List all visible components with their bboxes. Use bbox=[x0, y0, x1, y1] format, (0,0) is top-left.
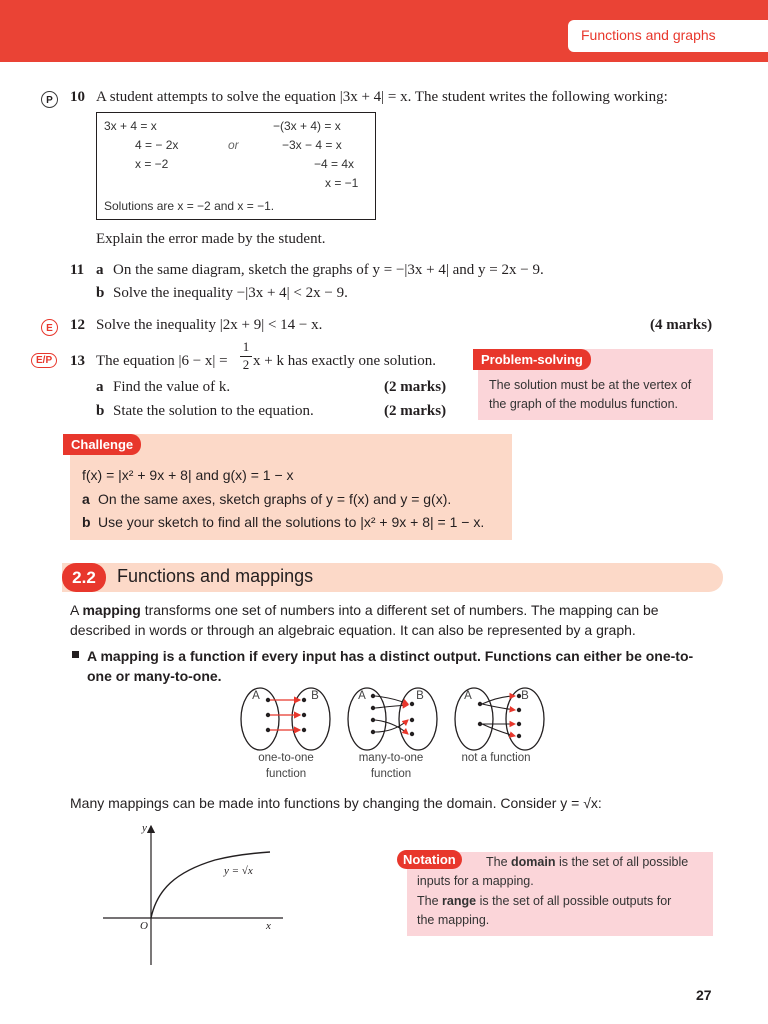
part-label: a bbox=[82, 491, 90, 507]
y-axis-label: y bbox=[142, 822, 147, 834]
exam-problem-badge: E/P bbox=[31, 353, 57, 368]
notation-text: The bbox=[417, 894, 439, 908]
intro-text: transforms one set of numbers into a different set of numbers. The mapping can be described in words or through an algebraic equation. It can also be represented by a graph. bbox=[70, 602, 659, 638]
marks: (2 marks) bbox=[384, 403, 447, 419]
exam-badge: E bbox=[41, 319, 58, 336]
set-label: A bbox=[464, 690, 472, 702]
set-label: B bbox=[311, 690, 319, 702]
section-tab-label: Functions and graphs bbox=[581, 27, 716, 43]
question-number-10: 10 bbox=[70, 89, 85, 105]
notation-text: is the set of all possible bbox=[558, 855, 689, 869]
problem-solving-badge: P bbox=[41, 91, 58, 108]
notation-term: domain bbox=[511, 855, 556, 869]
question-13-text-start: The equation |6 − x| = bbox=[96, 353, 228, 369]
notation-line bbox=[417, 894, 671, 908]
sqrt-graph bbox=[95, 820, 295, 970]
marks: (2 marks) bbox=[384, 379, 447, 395]
set-label: A bbox=[252, 690, 260, 702]
working-line: −(3x + 4) = x bbox=[273, 119, 341, 133]
challenge-title: Challenge bbox=[63, 434, 141, 455]
notation-line: the mapping. bbox=[417, 913, 490, 927]
challenge-part-a: On the same axes, sketch graphs of y = f(x) and y = g(x). bbox=[98, 491, 452, 507]
student-working-box bbox=[96, 112, 376, 220]
sqrt-curve bbox=[151, 852, 270, 918]
fraction-numerator: 1 bbox=[242, 339, 250, 354]
curve-label: y = √x bbox=[224, 865, 253, 877]
section-tab bbox=[568, 20, 768, 52]
question-10-text: A student attempts to solve the equation |3x + 4| = x. The student writes the following working: bbox=[96, 89, 668, 105]
working-or: or bbox=[228, 138, 239, 152]
challenge-part-b: Use your sketch to find all the solutions to |x² + 9x + 8| = 1 − x. bbox=[98, 514, 485, 530]
mapping-diagrams bbox=[234, 684, 554, 754]
part-label: b bbox=[82, 514, 91, 530]
fraction-denominator: 2 bbox=[242, 357, 250, 372]
x-axis-label: x bbox=[266, 920, 271, 932]
problem-solving-text: The solution must be at the vertex of the graph of the modulus function. bbox=[489, 378, 692, 411]
notation-line: inputs for a mapping. bbox=[417, 874, 534, 888]
question-13a-text: Find the value of k. bbox=[113, 379, 231, 395]
caption-line: function bbox=[370, 768, 412, 780]
diagram-caption bbox=[351, 750, 431, 782]
marks: (4 marks) bbox=[650, 317, 713, 333]
intro-bold-term: mapping bbox=[82, 602, 141, 618]
intro-text: A bbox=[70, 602, 79, 618]
part-label: a bbox=[96, 262, 104, 278]
question-13-text-end: x + k has exactly one solution. bbox=[253, 353, 437, 369]
question-number-12: 12 bbox=[70, 317, 85, 333]
diagram-caption bbox=[246, 750, 326, 782]
notation-title: Notation bbox=[397, 850, 462, 869]
working-line: 4 = − 2x bbox=[135, 138, 179, 152]
notation-term: range bbox=[442, 894, 477, 908]
part-label: b bbox=[96, 403, 105, 419]
bullet-square bbox=[72, 651, 79, 658]
caption-line: not a function bbox=[461, 752, 531, 764]
working-conclusion: Solutions are x = −2 and x = −1. bbox=[104, 199, 275, 213]
key-point: A mapping is a function if every input has a distinct output. Functions can either be one-to-one or many-to-one. bbox=[87, 648, 694, 684]
set-label: B bbox=[416, 690, 424, 702]
question-number-11: 11 bbox=[70, 262, 85, 278]
question-11a-text: On the same diagram, sketch the graphs of y = −|3x + 4| and y = 2x − 9. bbox=[113, 262, 544, 278]
working-line: x = −2 bbox=[135, 157, 169, 171]
notation-line bbox=[486, 855, 688, 869]
caption-line: many-to-one bbox=[358, 752, 424, 764]
caption-line: one-to-one bbox=[258, 752, 314, 764]
question-12-text: Solve the inequality |2x + 9| < 14 − x. bbox=[96, 317, 323, 333]
domain-sentence: Many mappings can be made into functions by changing the domain. Consider y = √x: bbox=[70, 795, 602, 811]
intro-paragraph bbox=[70, 600, 710, 640]
set-label: B bbox=[521, 690, 529, 702]
part-label: a bbox=[96, 379, 104, 395]
challenge-definition: f(x) = |x² + 9x + 8| and g(x) = 1 − x bbox=[82, 467, 294, 483]
problem-solving-title: Problem-solving bbox=[473, 349, 591, 370]
caption-line: function bbox=[265, 768, 307, 780]
notation-text: The bbox=[486, 855, 508, 869]
origin-label: O bbox=[140, 920, 148, 932]
question-10-explain: Explain the error made by the student. bbox=[96, 231, 326, 247]
question-13b-text: State the solution to the equation. bbox=[113, 403, 314, 419]
working-line: −3x − 4 = x bbox=[282, 138, 342, 152]
set-label: A bbox=[358, 690, 366, 702]
working-line: 3x + 4 = x bbox=[104, 119, 157, 133]
page-number: 27 bbox=[696, 987, 712, 1003]
section-number: 2.2 bbox=[62, 563, 106, 592]
diagram-caption bbox=[453, 750, 539, 766]
working-line: x = −1 bbox=[325, 176, 359, 190]
question-11b-text: Solve the inequality −|3x + 4| < 2x − 9. bbox=[113, 285, 348, 301]
working-line: −4 = 4x bbox=[314, 157, 355, 171]
question-number-13: 13 bbox=[70, 353, 85, 369]
notation-text: is the set of all possible outputs for bbox=[479, 894, 672, 908]
section-title: Functions and mappings bbox=[117, 566, 314, 586]
part-label: b bbox=[96, 285, 105, 301]
